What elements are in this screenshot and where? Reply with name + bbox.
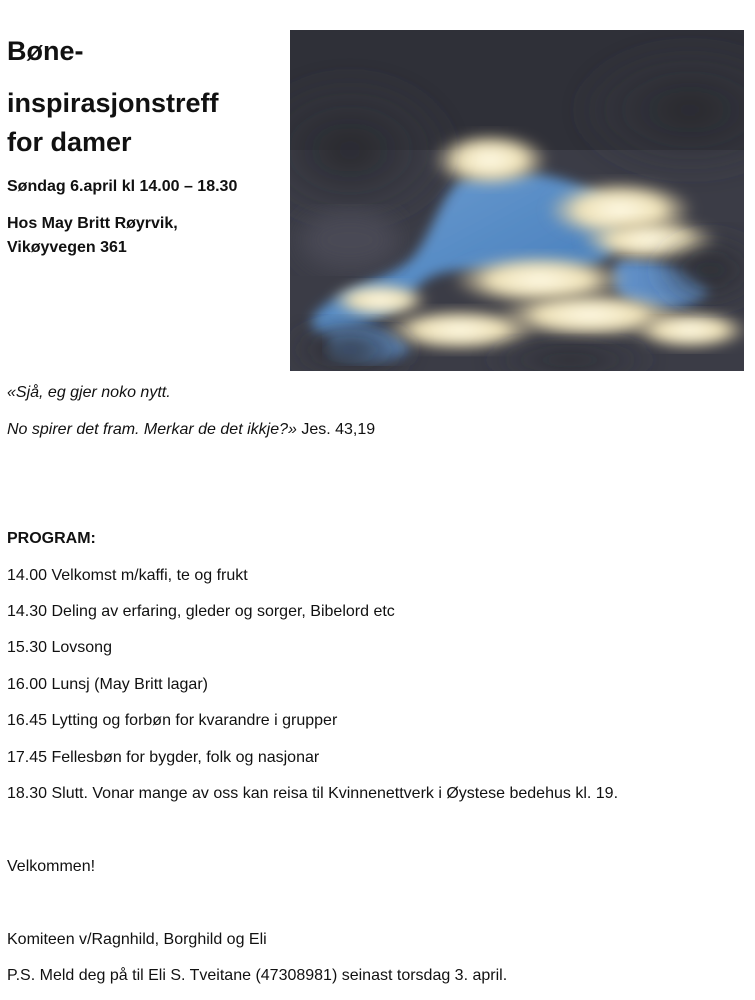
event-address: Vikøyvegen 361 (7, 239, 127, 256)
title-line-1: Bøne- (7, 36, 84, 66)
event-date-time: Søndag 6.april kl 14.00 – 18.30 (7, 178, 238, 195)
welcome-text: Velkommen! (7, 858, 96, 875)
program-item: 17.45 Fellesbøn for bygder, folk og nasjonar (7, 749, 320, 766)
committee-text: Komiteen v/Ragnhild, Borghild og Eli (7, 931, 267, 948)
program-heading: PROGRAM: (7, 530, 96, 547)
title-line-3: for damer (7, 127, 132, 157)
program-item: 15.30 Lovsong (7, 639, 112, 656)
ps-signup-note: P.S. Meld deg på til Eli S. Tveitane (47308981) seinast torsdag 3. april. (7, 967, 508, 984)
quote-line-2 (7, 422, 375, 438)
bible-reference: Jes. 43,19 (296, 421, 376, 438)
event-host: Hos May Britt Røyrvik, (7, 215, 178, 232)
cloudy-sky-photo (290, 30, 744, 371)
quote-line-1: «Sjå, eg gjer noko nytt. (7, 384, 171, 401)
program-item: 16.00 Lunsj (May Britt lagar) (7, 676, 208, 693)
program-item: 14.00 Velkomst m/kaffi, te og frukt (7, 567, 248, 584)
program-item: 14.30 Deling av erfaring, gleder og sorger, Bibelord etc (7, 603, 395, 620)
program-item: 18.30 Slutt. Vonar mange av oss kan reisa til Kvinnenettverk i Øystese bedehus kl. 19. (7, 785, 619, 802)
program-item: 16.45 Lytting og forbøn for kvarandre i grupper (7, 712, 338, 729)
title-line-2: inspirasjonstreff (7, 88, 219, 118)
quote-line-2-text: No spirer det fram. Merkar de det ikkje?» (7, 421, 297, 438)
